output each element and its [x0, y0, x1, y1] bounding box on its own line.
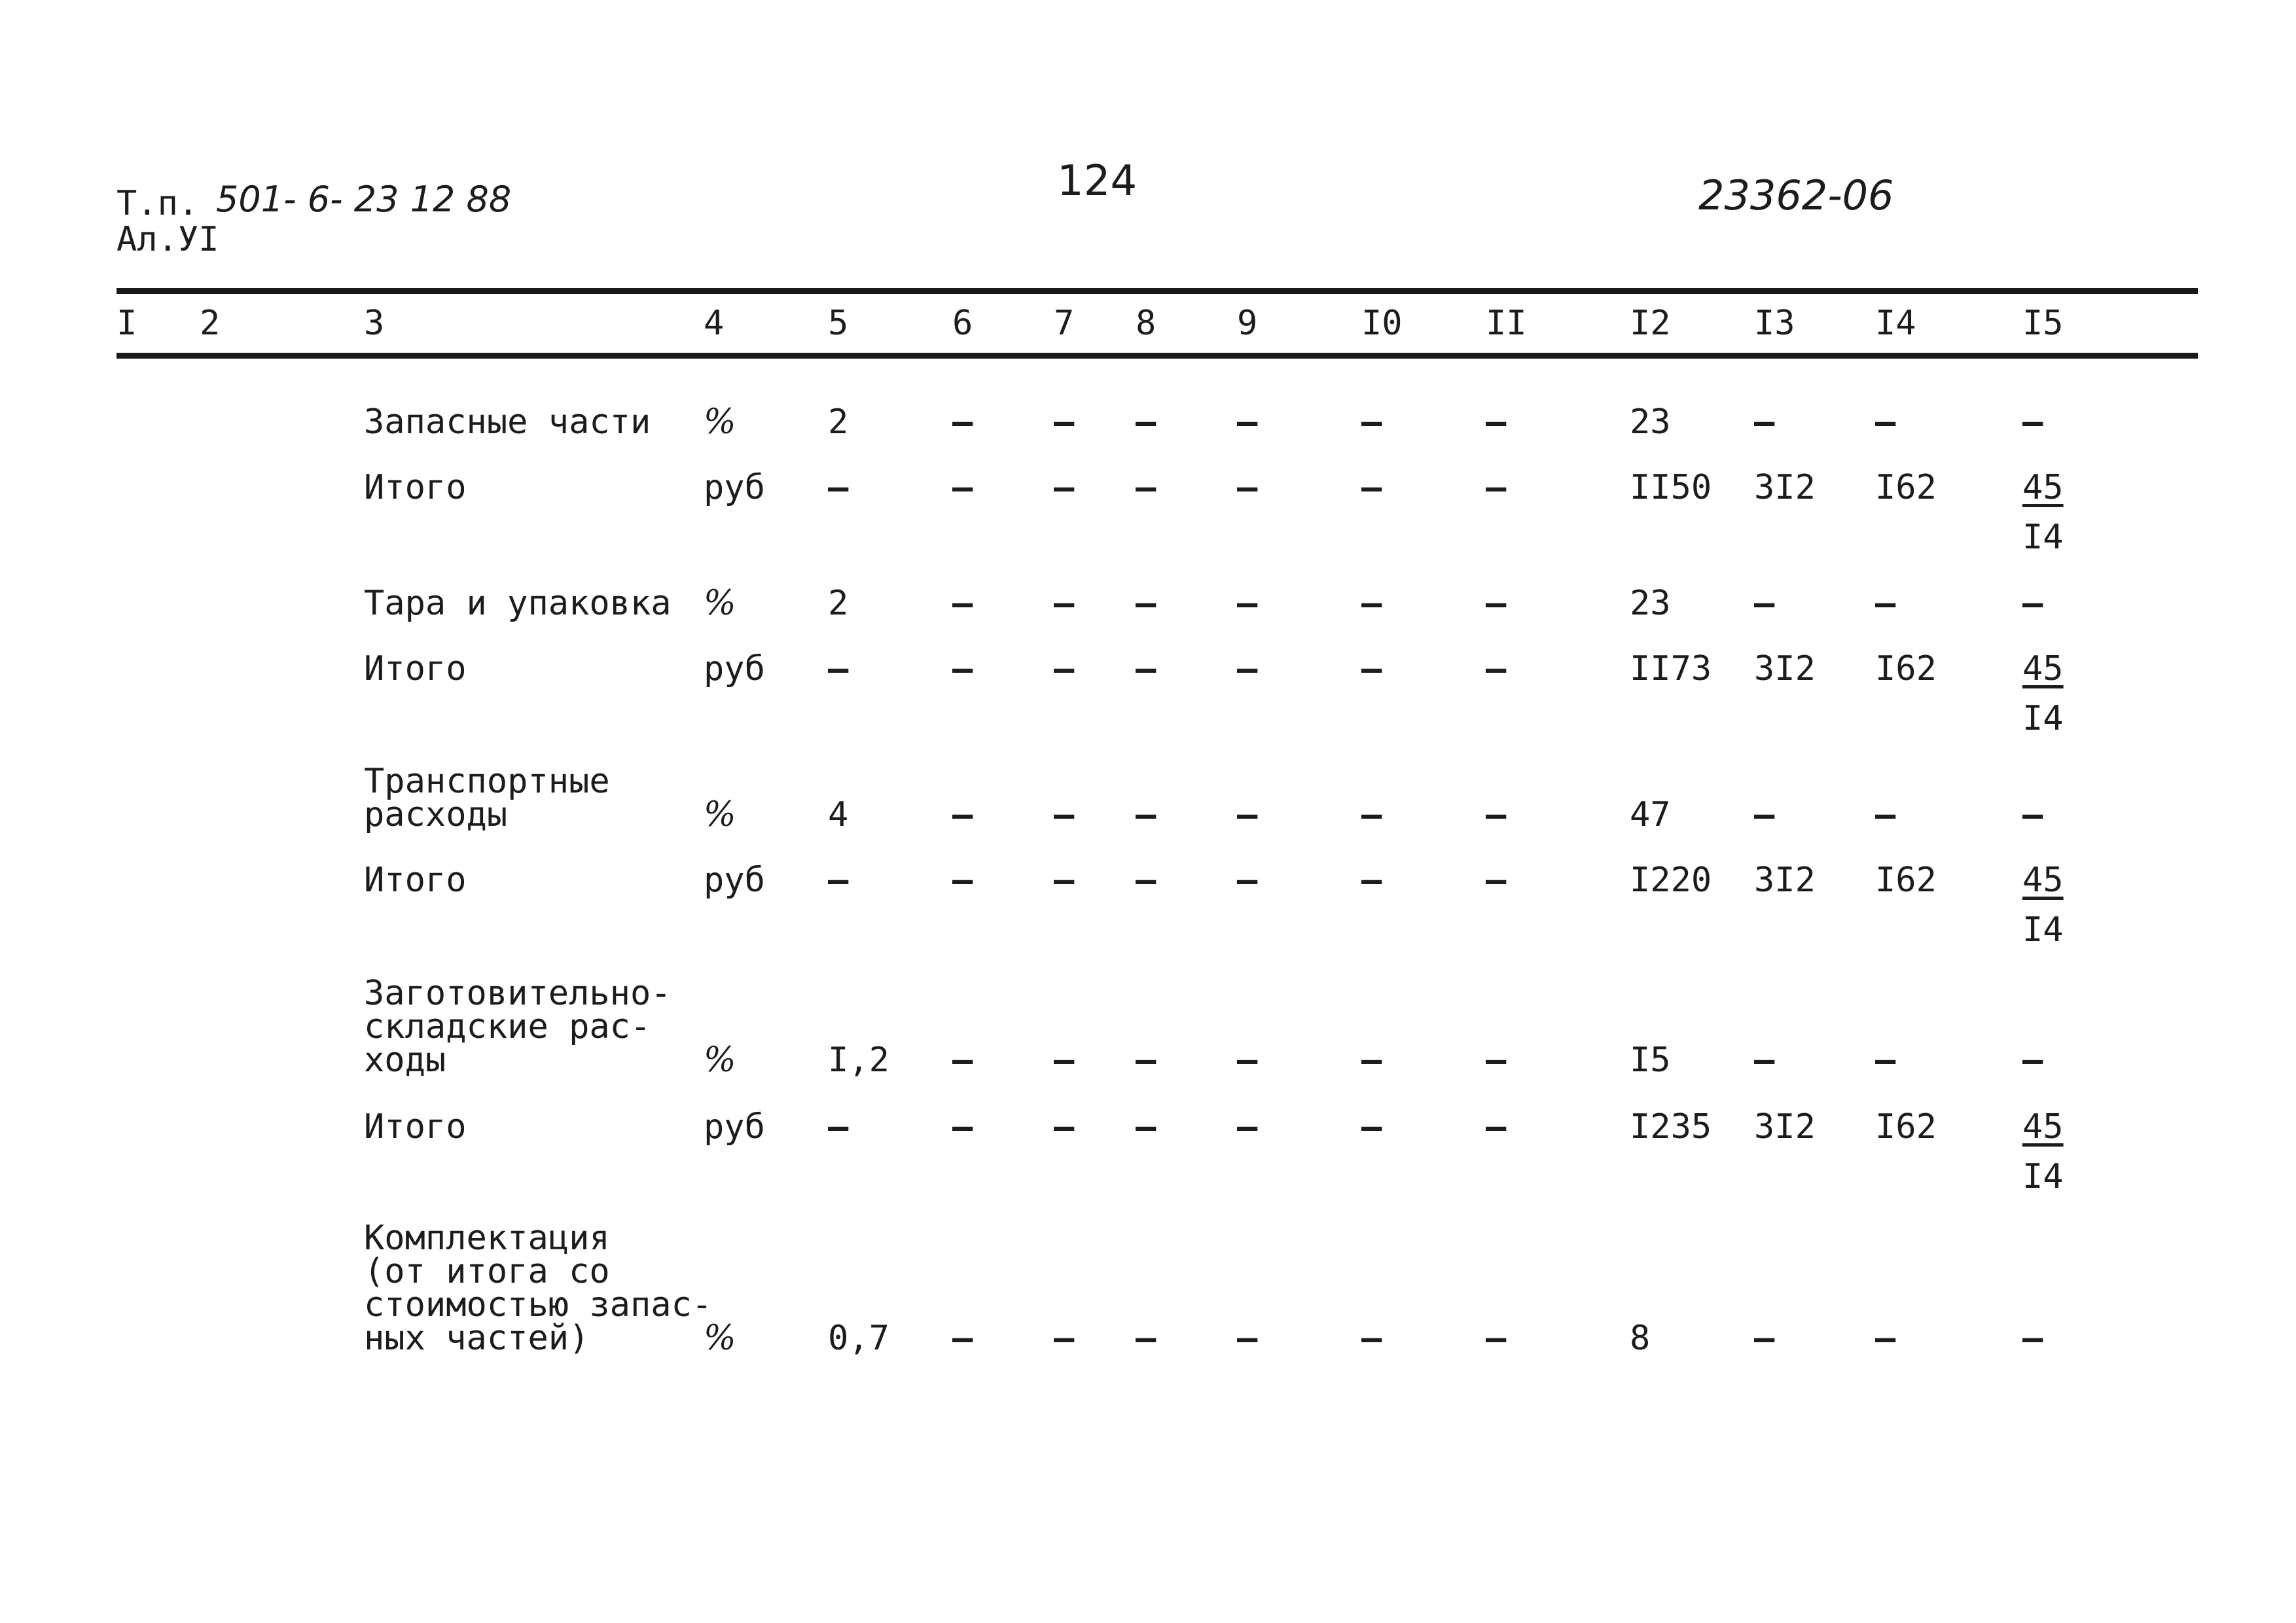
row-label: Итого — [364, 468, 467, 508]
cell-col-6: – — [952, 795, 973, 834]
column-header-15: I5 — [2022, 304, 2064, 343]
row-unit: руб — [704, 649, 765, 688]
cell-col-13: – — [1754, 1041, 1775, 1080]
column-header-6: 6 — [952, 304, 973, 343]
cell-col-13: 3I2 — [1754, 649, 1816, 688]
cell-col-7: – — [1054, 1041, 1075, 1080]
cell-col-8: – — [1136, 402, 1157, 442]
cell-col-10: – — [1361, 1319, 1382, 1358]
cell-col-15: – — [2022, 584, 2043, 623]
cell-col-6: – — [952, 402, 973, 442]
cell-col-13: – — [1754, 795, 1775, 834]
cell-col-13: 3I2 — [1754, 468, 1816, 507]
column-header-14: I4 — [1875, 304, 1916, 343]
column-header-5: 5 — [828, 304, 849, 343]
cell-col-13: 3I2 — [1754, 1107, 1816, 1147]
cell-col-9: – — [1237, 649, 1258, 688]
cell-col-5: I,2 — [828, 1041, 889, 1080]
cell-col-13: – — [1754, 402, 1775, 442]
fraction-denominator: I4 — [2022, 1157, 2064, 1196]
fraction-denominator: I4 — [2022, 910, 2064, 950]
cell-col-11: – — [1486, 1041, 1507, 1080]
cell-col-7: – — [1054, 1107, 1075, 1147]
cell-col-11: – — [1486, 584, 1507, 623]
row-unit: % — [704, 795, 736, 834]
cell-col-10: – — [1361, 649, 1382, 688]
column-header-3: 3 — [364, 304, 385, 343]
column-header-9: 9 — [1237, 304, 1258, 343]
row-unit: руб — [704, 1107, 765, 1147]
cell-col-9: – — [1237, 1107, 1258, 1147]
cell-col-14: I62 — [1875, 1107, 1937, 1147]
cell-col-9: – — [1237, 468, 1258, 507]
cell-col-15: – — [2022, 402, 2043, 442]
cell-col-14: – — [1875, 1319, 1896, 1358]
cell-col-5: 4 — [828, 795, 849, 834]
page-number: 124 — [1057, 157, 1138, 205]
cell-col-11: – — [1486, 649, 1507, 688]
row-label: Итого — [364, 861, 467, 901]
cell-col-5: – — [828, 861, 849, 900]
cell-col-8: – — [1136, 1041, 1157, 1080]
tp-number: 501- 6- 23 12 88 — [216, 179, 512, 220]
doc-code: 23362-06 — [1698, 171, 1894, 219]
cell-col-11: – — [1486, 1319, 1507, 1358]
cell-col-15: – — [2022, 1041, 2043, 1080]
cell-col-10: – — [1361, 402, 1382, 442]
row-label: Итого — [364, 649, 467, 689]
cell-col-12: 23 — [1630, 402, 1671, 442]
row-unit: руб — [704, 468, 765, 507]
row-unit: % — [704, 1319, 736, 1358]
column-header-12: I2 — [1630, 304, 1671, 343]
album-label: Ал.УI — [117, 220, 219, 259]
cell-col-8: – — [1136, 584, 1157, 623]
cell-col-9: – — [1237, 1319, 1258, 1358]
cell-col-7: – — [1054, 1319, 1075, 1358]
row-label: Запасные части — [364, 402, 651, 442]
column-header-13: I3 — [1754, 304, 1795, 343]
cell-col-8: – — [1136, 861, 1157, 900]
table-header-bottom-rule — [117, 353, 2198, 359]
cell-col-13: 3I2 — [1754, 861, 1816, 900]
row-label: Итого — [364, 1107, 467, 1147]
cell-col-5: 2 — [828, 402, 849, 442]
cell-col-12: II73 — [1630, 649, 1712, 688]
cell-col-5: 2 — [828, 584, 849, 623]
cell-col-6: – — [952, 861, 973, 900]
cell-col-13: – — [1754, 1319, 1775, 1358]
cell-col-9: – — [1237, 795, 1258, 834]
cell-col-12: 8 — [1630, 1319, 1651, 1358]
row-unit: % — [704, 402, 736, 442]
cell-col-14: – — [1875, 795, 1896, 834]
fraction-denominator: I4 — [2022, 518, 2064, 557]
cell-col-7: – — [1054, 795, 1075, 834]
cell-col-11: – — [1486, 861, 1507, 900]
row-unit: руб — [704, 861, 765, 900]
cell-col-6: – — [952, 584, 973, 623]
cell-col-11: – — [1486, 402, 1507, 442]
cell-col-12: I5 — [1630, 1041, 1671, 1080]
row-unit: % — [704, 584, 736, 623]
cell-col-5: 0,7 — [828, 1319, 889, 1358]
cell-col-7: – — [1054, 402, 1075, 442]
column-header-10: I0 — [1361, 304, 1403, 343]
cell-col-14: – — [1875, 1041, 1896, 1080]
column-header-2: 2 — [200, 304, 221, 343]
row-unit: % — [704, 1041, 736, 1080]
cell-col-12: 47 — [1630, 795, 1671, 834]
cell-col-15: – — [2022, 1319, 2043, 1358]
cell-col-7: – — [1054, 468, 1075, 507]
cell-col-9: – — [1237, 584, 1258, 623]
row-label: Тара и упаковка — [364, 584, 672, 624]
cell-col-6: – — [952, 1107, 973, 1147]
table-top-rule — [117, 288, 2198, 294]
cell-col-5: – — [828, 468, 849, 507]
row-label: Транспортные расходы — [364, 762, 610, 835]
cell-col-12: 23 — [1630, 584, 1671, 623]
tp-prefix: Т.п. — [117, 184, 199, 223]
cell-col-8: – — [1136, 649, 1157, 688]
cell-col-8: – — [1136, 795, 1157, 834]
column-header-1: I — [117, 304, 137, 343]
cell-col-11: – — [1486, 795, 1507, 834]
column-header-11: II — [1486, 304, 1527, 343]
cell-col-10: – — [1361, 468, 1382, 507]
cell-col-14: – — [1875, 402, 1896, 442]
cell-col-14: I62 — [1875, 649, 1937, 688]
fraction-numerator: 45 — [2022, 649, 2064, 688]
cell-col-6: – — [952, 1319, 973, 1358]
cell-col-7: – — [1054, 649, 1075, 688]
cell-col-9: – — [1237, 861, 1258, 900]
cell-col-6: – — [952, 468, 973, 507]
cell-col-6: – — [952, 649, 973, 688]
cell-col-15: – — [2022, 795, 2043, 834]
cell-col-7: – — [1054, 584, 1075, 623]
cell-col-14: – — [1875, 584, 1896, 623]
row-label: Комплектация (от итога со стоимостью запас- ных частей) — [364, 1219, 713, 1359]
cell-col-14: I62 — [1875, 861, 1937, 900]
fraction-numerator: 45 — [2022, 468, 2064, 507]
cell-col-7: – — [1054, 861, 1075, 900]
fraction-numerator: 45 — [2022, 1107, 2064, 1147]
cell-col-9: – — [1237, 402, 1258, 442]
fraction-numerator: 45 — [2022, 861, 2064, 900]
cell-col-14: I62 — [1875, 468, 1937, 507]
column-header-4: 4 — [704, 304, 725, 343]
cell-col-10: – — [1361, 795, 1382, 834]
cell-col-10: – — [1361, 1041, 1382, 1080]
cell-col-11: – — [1486, 1107, 1507, 1147]
cell-col-12: I220 — [1630, 861, 1712, 900]
cell-col-10: – — [1361, 861, 1382, 900]
cell-col-13: – — [1754, 584, 1775, 623]
cell-col-12: II50 — [1630, 468, 1712, 507]
cell-col-5: – — [828, 649, 849, 688]
cell-col-12: I235 — [1630, 1107, 1712, 1147]
column-header-7: 7 — [1054, 304, 1075, 343]
cell-col-10: – — [1361, 584, 1382, 623]
cell-col-8: – — [1136, 468, 1157, 507]
column-header-8: 8 — [1136, 304, 1157, 343]
cell-col-11: – — [1486, 468, 1507, 507]
cell-col-6: – — [952, 1041, 973, 1080]
cell-col-8: – — [1136, 1107, 1157, 1147]
cell-col-8: – — [1136, 1319, 1157, 1358]
cell-col-10: – — [1361, 1107, 1382, 1147]
cell-col-5: – — [828, 1107, 849, 1147]
cell-col-9: – — [1237, 1041, 1258, 1080]
fraction-denominator: I4 — [2022, 699, 2064, 738]
row-label: Заготовительно- складские рас- ходы — [364, 974, 672, 1080]
